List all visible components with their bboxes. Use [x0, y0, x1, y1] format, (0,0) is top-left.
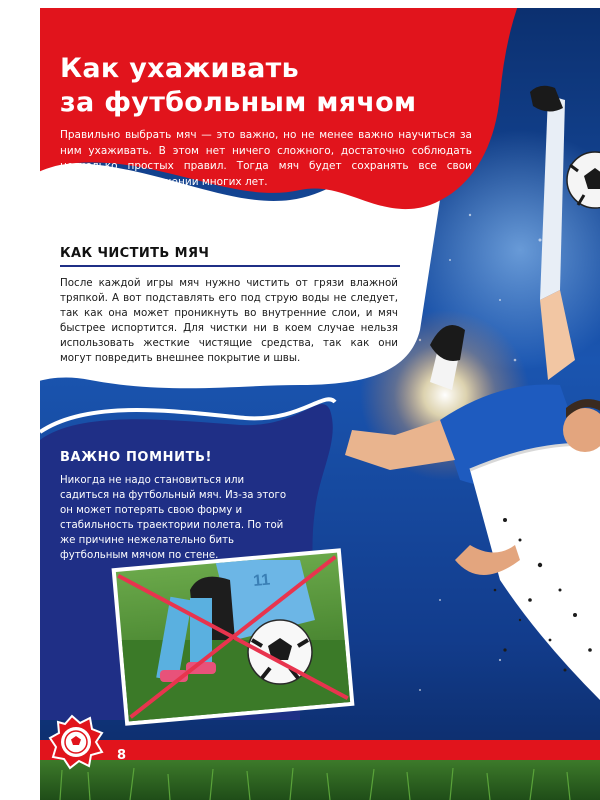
- page-number: 8: [117, 748, 127, 763]
- cleaning-text: После каждой игры мяч нужно чистить от грязи влажной тряпкой. А вот подставлять его под струю воды не следует, так как она может проникнуть во внутренние слои, и мяч быстрее испортится. Для чистки ни в коем случае нельзя использовать жесткие чистящие средства, так как они могут повредить внешнее покрытие и швы.: [60, 277, 398, 364]
- left-margin-strip: [0, 0, 40, 800]
- photo-jersey-number: 11: [252, 571, 271, 590]
- page-title: [60, 52, 480, 120]
- title-line-1: Как ухаживать: [60, 53, 299, 84]
- cleaning-heading: КАК ЧИСТИТЬ МЯЧ: [60, 246, 210, 261]
- intro-text: Правильно выбрать мяч — это важно, но не менее важно научиться за ним ухаживать. В этом нет ничего сложного, достаточно соблюдать несколько простых правил. Тогда мяч будет сохранять все свои свойства на протяжении многих лет.: [60, 129, 472, 188]
- title-line-2: за футбольным мячом: [60, 87, 417, 118]
- bottom-grass: [40, 760, 600, 800]
- warning-heading: ВАЖНО ПОМНИТЬ!: [60, 450, 213, 465]
- warning-text: Никогда не надо становиться или садиться на футбольный мяч. Из-за этого он может потерять свою форму и стабильность траектории полета. По той же причине нежелательно бить футбольным мячом по стене.: [60, 475, 287, 561]
